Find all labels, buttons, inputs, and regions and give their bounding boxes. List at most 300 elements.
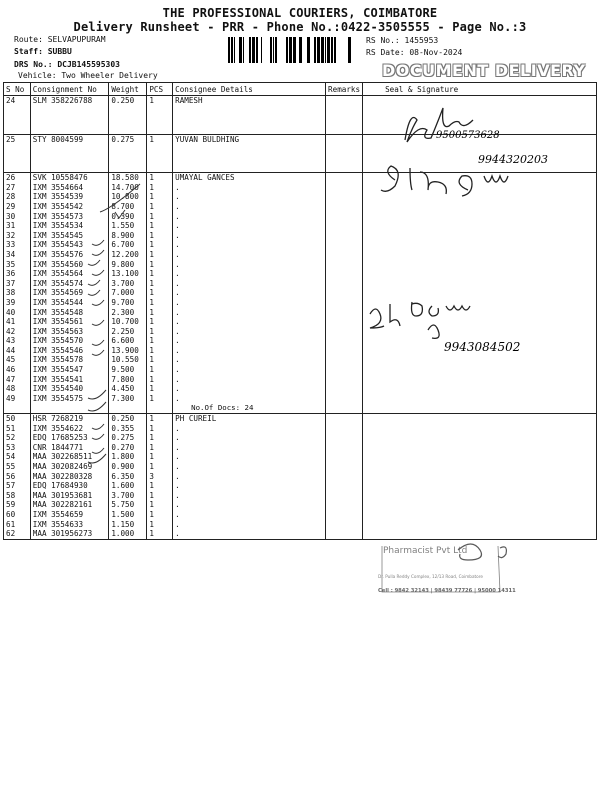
cell-pcs: 1 [147, 134, 173, 144]
cell-consignee: . [173, 269, 326, 279]
cell-consignee: . [173, 375, 326, 385]
table-row [4, 173, 597, 183]
cell-remarks [326, 510, 363, 520]
cell-consignment: MAA 302280328 [30, 472, 109, 482]
cell-pcs: 1 [147, 384, 173, 394]
cell-sno: 55 [4, 462, 31, 472]
barcode-bar [249, 37, 251, 63]
cell-weight: 9.800 [109, 260, 147, 270]
cell-sno: 29 [4, 202, 31, 212]
cell-consignee: . [173, 443, 326, 453]
handwritten-phone-1: 9500573628 [436, 130, 500, 141]
cell-pcs: 1 [147, 375, 173, 385]
cell-remarks [326, 260, 363, 270]
cell-consignment: STY 8004599 [30, 134, 109, 144]
table-row [4, 355, 597, 365]
cell-remarks [326, 394, 363, 404]
cell-pcs: 1 [147, 173, 173, 183]
col-consignee: Consignee Details [173, 83, 326, 96]
rs-date: RS Date: 08-Nov-2024 [366, 48, 463, 57]
handwritten-phone-3: 9943084502 [444, 340, 521, 354]
cell-sno: 34 [4, 250, 31, 260]
cell-weight: 8.700 [109, 202, 147, 212]
cell-sno: 52 [4, 433, 31, 443]
cell-consignee: . [173, 260, 326, 270]
table-row [4, 327, 597, 337]
cell-signature [363, 308, 597, 318]
cell-remarks [326, 336, 363, 346]
barcode-bar [273, 37, 274, 63]
barcode-bar [228, 37, 230, 63]
empty-cell [4, 106, 31, 135]
table-row [4, 443, 597, 453]
cell-pcs: 1 [147, 355, 173, 365]
cell-signature [363, 481, 597, 491]
table-row [4, 183, 597, 193]
empty-cell [4, 403, 31, 413]
cell-signature [363, 317, 597, 327]
cell-sno: 46 [4, 365, 31, 375]
cell-consignment: IXM 3554564 [30, 269, 109, 279]
cell-remarks [326, 298, 363, 308]
cell-remarks [326, 529, 363, 539]
cell-consignee: . [173, 212, 326, 222]
cell-pcs: 1 [147, 365, 173, 375]
cell-remarks [326, 212, 363, 222]
pharmacy-stamp [378, 544, 516, 594]
barcode-bar [348, 37, 351, 63]
barcode [228, 37, 358, 63]
barcode-bar [314, 37, 316, 63]
cell-pcs: 1 [147, 279, 173, 289]
cell-consignee: YUVAN BULDHING [173, 134, 326, 144]
handwritten-note: 24 Box [370, 308, 433, 329]
cell-consignment: IXM 3554570 [30, 336, 109, 346]
barcode-bar [293, 37, 296, 63]
cell-weight: 3.700 [109, 279, 147, 289]
cell-weight: 0.275 [109, 134, 147, 144]
cell-consignee: . [173, 355, 326, 365]
cell-pcs: 1 [147, 424, 173, 434]
company-title: THE PROFESSIONAL COURIERS, COIMBATORE [162, 6, 438, 20]
table-row [4, 221, 597, 231]
table-row [4, 424, 597, 434]
cell-remarks [326, 240, 363, 250]
cell-remarks [326, 443, 363, 453]
table-row [4, 279, 597, 289]
cell-weight: 0.270 [109, 443, 147, 453]
cell-weight: 13.900 [109, 346, 147, 356]
cell-sno: 24 [4, 96, 31, 106]
cell-sno: 26 [4, 173, 31, 183]
cell-consignee: . [173, 365, 326, 375]
cell-sno: 41 [4, 317, 31, 327]
table-row [4, 491, 597, 501]
cell-consignee: . [173, 202, 326, 212]
cell-sno: 57 [4, 481, 31, 491]
cell-consignment: IXM 3554540 [30, 384, 109, 394]
cell-weight: 1.000 [109, 529, 147, 539]
table-row [4, 414, 597, 424]
cell-pcs: 3 [147, 472, 173, 482]
table-row [4, 452, 597, 462]
cell-signature [363, 394, 597, 404]
table-row [4, 250, 597, 260]
barcode-bar [261, 37, 262, 63]
cell-consignee: . [173, 308, 326, 318]
cell-remarks [326, 279, 363, 289]
cell-consignee: . [173, 510, 326, 520]
cell-signature [363, 192, 597, 202]
cell-remarks [326, 491, 363, 501]
cell-pcs: 1 [147, 500, 173, 510]
cell-weight: 0.250 [109, 414, 147, 424]
cell-consignment: IXM 3554545 [30, 231, 109, 241]
cell-remarks [326, 481, 363, 491]
cell-pcs: 1 [147, 240, 173, 250]
cell-sno: 51 [4, 424, 31, 434]
table-row [4, 202, 597, 212]
cell-consignee: . [173, 279, 326, 289]
cell-sno: 48 [4, 384, 31, 394]
cell-signature [363, 346, 597, 356]
cell-weight: 1.800 [109, 452, 147, 462]
col-pcs: PCS [147, 83, 173, 96]
cell-consignee: . [173, 452, 326, 462]
cell-remarks [326, 250, 363, 260]
cell-consignment: IXM 3554542 [30, 202, 109, 212]
empty-cell [147, 144, 173, 173]
barcode-bar [299, 37, 302, 63]
cell-sno: 37 [4, 279, 31, 289]
table-row [4, 481, 597, 491]
cell-signature [363, 472, 597, 482]
table-row [4, 269, 597, 279]
cell-consignment: IXM 3554569 [30, 288, 109, 298]
cell-consignment: IXM 3554543 [30, 240, 109, 250]
cell-consignee: . [173, 491, 326, 501]
cell-consignment: IXM 3554573 [30, 212, 109, 222]
cell-sno: 39 [4, 298, 31, 308]
barcode-bar [275, 37, 277, 63]
cell-pcs: 1 [147, 346, 173, 356]
cell-weight: 7.800 [109, 375, 147, 385]
cell-weight: 10.550 [109, 355, 147, 365]
cell-remarks [326, 500, 363, 510]
cell-consignee: . [173, 250, 326, 260]
cell-consignee: . [173, 384, 326, 394]
spacer-row [4, 106, 597, 135]
cell-weight: 0.355 [109, 424, 147, 434]
cell-consignee: . [173, 529, 326, 539]
cell-sno: 54 [4, 452, 31, 462]
cell-sno: 32 [4, 231, 31, 241]
cell-weight: 0.390 [109, 212, 147, 222]
cell-signature [363, 336, 597, 346]
barcode-bar [331, 37, 333, 63]
cell-signature [363, 529, 597, 539]
empty-cell [326, 144, 363, 173]
cell-sno: 36 [4, 269, 31, 279]
cell-remarks [326, 346, 363, 356]
empty-cell [147, 106, 173, 135]
cell-sno: 31 [4, 221, 31, 231]
runsheet-table [3, 82, 597, 540]
cell-consignment: IXM 3554575 [30, 394, 109, 404]
staff-label: Staff: SUBBU [14, 47, 72, 56]
empty-cell [30, 403, 109, 413]
barcode-bar [252, 37, 255, 63]
empty-cell [30, 144, 109, 173]
col-remarks: Remarks [326, 83, 363, 96]
cell-pcs: 1 [147, 221, 173, 231]
cell-pcs: 1 [147, 269, 173, 279]
cell-consignee: . [173, 346, 326, 356]
cell-consignment: MAA 302268511 [30, 452, 109, 462]
cell-consignee: PH CUREIL [173, 414, 326, 424]
cell-consignee: . [173, 424, 326, 434]
cell-pcs: 1 [147, 443, 173, 453]
barcode-bar [307, 37, 310, 63]
table-row [4, 308, 597, 318]
cell-remarks [326, 375, 363, 385]
cell-consignee: . [173, 462, 326, 472]
cell-sno: 58 [4, 491, 31, 501]
cell-signature [363, 491, 597, 501]
cell-sno: 60 [4, 510, 31, 520]
cell-pcs: 1 [147, 394, 173, 404]
empty-cell [109, 106, 147, 135]
cell-consignee: RAMESH [173, 96, 326, 106]
cell-sno: 33 [4, 240, 31, 250]
cell-weight: 3.700 [109, 491, 147, 501]
table-row [4, 240, 597, 250]
cell-sno: 59 [4, 500, 31, 510]
cell-signature [363, 452, 597, 462]
cell-signature [363, 250, 597, 260]
cell-sno: 25 [4, 134, 31, 144]
cell-consignment: IXM 3554578 [30, 355, 109, 365]
cell-remarks [326, 134, 363, 144]
cell-weight: 0.250 [109, 96, 147, 106]
empty-cell [4, 144, 31, 173]
cell-consignee: UMAYAL GANCES [173, 173, 326, 183]
empty-cell [326, 403, 363, 413]
cell-weight: 18.580 [109, 173, 147, 183]
cell-remarks [326, 327, 363, 337]
barcode-bar [234, 37, 235, 63]
cell-sno: 30 [4, 212, 31, 222]
cell-weight: 8.900 [109, 231, 147, 241]
barcode-bar [289, 37, 292, 63]
cell-remarks [326, 183, 363, 193]
cell-remarks [326, 462, 363, 472]
cell-signature [363, 202, 597, 212]
cell-pcs: 1 [147, 317, 173, 327]
cell-signature [363, 510, 597, 520]
cell-signature [363, 231, 597, 241]
barcode-bar [317, 37, 320, 63]
cell-consignee: . [173, 183, 326, 193]
cell-weight: 14.700 [109, 183, 147, 193]
table-row [4, 346, 597, 356]
cell-signature [363, 520, 597, 530]
barcode-bar [239, 37, 242, 63]
cell-pcs: 1 [147, 452, 173, 462]
cell-sno: 50 [4, 414, 31, 424]
cell-weight: 13.100 [109, 269, 147, 279]
cell-remarks [326, 288, 363, 298]
cell-signature [363, 134, 597, 144]
cell-pcs: 1 [147, 183, 173, 193]
cell-weight: 6.600 [109, 336, 147, 346]
cell-consignment: HSR 7268219 [30, 414, 109, 424]
cell-weight: 0.275 [109, 433, 147, 443]
col-signature: Seal & Signature [363, 83, 597, 96]
empty-cell [30, 106, 109, 135]
cell-sno: 53 [4, 443, 31, 453]
cell-consignee: . [173, 394, 326, 404]
cell-pcs: 1 [147, 327, 173, 337]
cell-weight: 6.350 [109, 472, 147, 482]
cell-signature [363, 240, 597, 250]
cell-remarks [326, 472, 363, 482]
cell-pcs: 1 [147, 520, 173, 530]
barcode-bar [243, 37, 244, 63]
cell-pcs: 1 [147, 192, 173, 202]
col-sno: S No [4, 83, 31, 96]
empty-cell [173, 144, 326, 173]
handwritten-phone-2: 9944320203 [478, 153, 548, 166]
col-weight: Weight [109, 83, 147, 96]
table-row [4, 384, 597, 394]
cell-consignment: IXM 3554664 [30, 183, 109, 193]
cell-consignment: EDQ 17685253 [30, 433, 109, 443]
cell-pcs: 1 [147, 433, 173, 443]
col-consignment: Consignment No [30, 83, 109, 96]
cell-remarks [326, 414, 363, 424]
cell-consignee: . [173, 472, 326, 482]
cell-signature [363, 96, 597, 106]
empty-cell [326, 106, 363, 135]
cell-signature [363, 365, 597, 375]
cell-sno: 35 [4, 260, 31, 270]
handwritten-sig1: Ashok [408, 112, 464, 133]
empty-cell [147, 403, 173, 413]
cell-weight: 1.550 [109, 221, 147, 231]
cell-signature [363, 443, 597, 453]
cell-weight: 0.900 [109, 462, 147, 472]
docs-count-row [4, 403, 597, 413]
cell-remarks [326, 317, 363, 327]
cell-remarks [326, 520, 363, 530]
document-delivery-stamp: DOCUMENT DELIVERY [382, 61, 586, 80]
table-row [4, 192, 597, 202]
cell-weight: 6.700 [109, 240, 147, 250]
cell-consignee: . [173, 317, 326, 327]
pharmacy-stamp-line1: Pharmacist Pvt Ltd [383, 546, 468, 556]
cell-pcs: 1 [147, 414, 173, 424]
cell-consignment: IXM 3554633 [30, 520, 109, 530]
table-row [4, 472, 597, 482]
cell-consignment: MAA 301956273 [30, 529, 109, 539]
cell-sno: 45 [4, 355, 31, 365]
vehicle-label: Vehicle: Two Wheeler Delivery [18, 71, 158, 80]
cell-consignee: . [173, 192, 326, 202]
cell-pcs: 1 [147, 202, 173, 212]
cell-sno: 56 [4, 472, 31, 482]
cell-pcs: 1 [147, 288, 173, 298]
cell-weight: 1.600 [109, 481, 147, 491]
cell-sno: 61 [4, 520, 31, 530]
cell-sno: 27 [4, 183, 31, 193]
cell-signature [363, 183, 597, 193]
cell-consignment: IXM 3554659 [30, 510, 109, 520]
empty-cell [363, 144, 597, 173]
cell-remarks [326, 192, 363, 202]
table-row [4, 288, 597, 298]
table-row [4, 365, 597, 375]
cell-consignee: . [173, 500, 326, 510]
cell-sno: 44 [4, 346, 31, 356]
cell-consignee: . [173, 433, 326, 443]
cell-signature [363, 260, 597, 270]
table-row [4, 317, 597, 327]
cell-weight: 2.300 [109, 308, 147, 318]
cell-consignee: . [173, 221, 326, 231]
cell-signature [363, 355, 597, 365]
handwritten-sig2: Sthan Gram [396, 177, 519, 201]
cell-signature [363, 269, 597, 279]
cell-consignment: IXM 3554539 [30, 192, 109, 202]
cell-pcs: 1 [147, 462, 173, 472]
barcode-bar [325, 37, 326, 63]
cell-remarks [326, 231, 363, 241]
cell-remarks [326, 173, 363, 183]
table-row [4, 336, 597, 346]
cell-consignment: IXM 3554541 [30, 375, 109, 385]
cell-pcs: 1 [147, 298, 173, 308]
cell-weight: 9.500 [109, 365, 147, 375]
barcode-bar [321, 37, 324, 63]
cell-signature [363, 173, 597, 183]
table-row [4, 231, 597, 241]
cell-signature [363, 375, 597, 385]
rs-number: RS No.: 1455953 [366, 36, 439, 45]
table-row [4, 394, 597, 404]
cell-pcs: 1 [147, 481, 173, 491]
table-row [4, 298, 597, 308]
cell-pcs: 1 [147, 96, 173, 106]
cell-signature [363, 462, 597, 472]
cell-weight: 7.000 [109, 288, 147, 298]
cell-pcs: 1 [147, 231, 173, 241]
cell-consignee: . [173, 327, 326, 337]
drs-number: DRS No.: DCJB145595303 [14, 60, 120, 69]
cell-pcs: 1 [147, 491, 173, 501]
empty-cell [109, 403, 147, 413]
cell-sno: 28 [4, 192, 31, 202]
cell-consignment: MAA 302082469 [30, 462, 109, 472]
cell-weight: 10.700 [109, 317, 147, 327]
cell-signature [363, 298, 597, 308]
cell-consignee: . [173, 481, 326, 491]
cell-pcs: 1 [147, 250, 173, 260]
cell-consignment: CNR 1844771 [30, 443, 109, 453]
table-row [4, 500, 597, 510]
cell-signature [363, 221, 597, 231]
cell-signature [363, 414, 597, 424]
